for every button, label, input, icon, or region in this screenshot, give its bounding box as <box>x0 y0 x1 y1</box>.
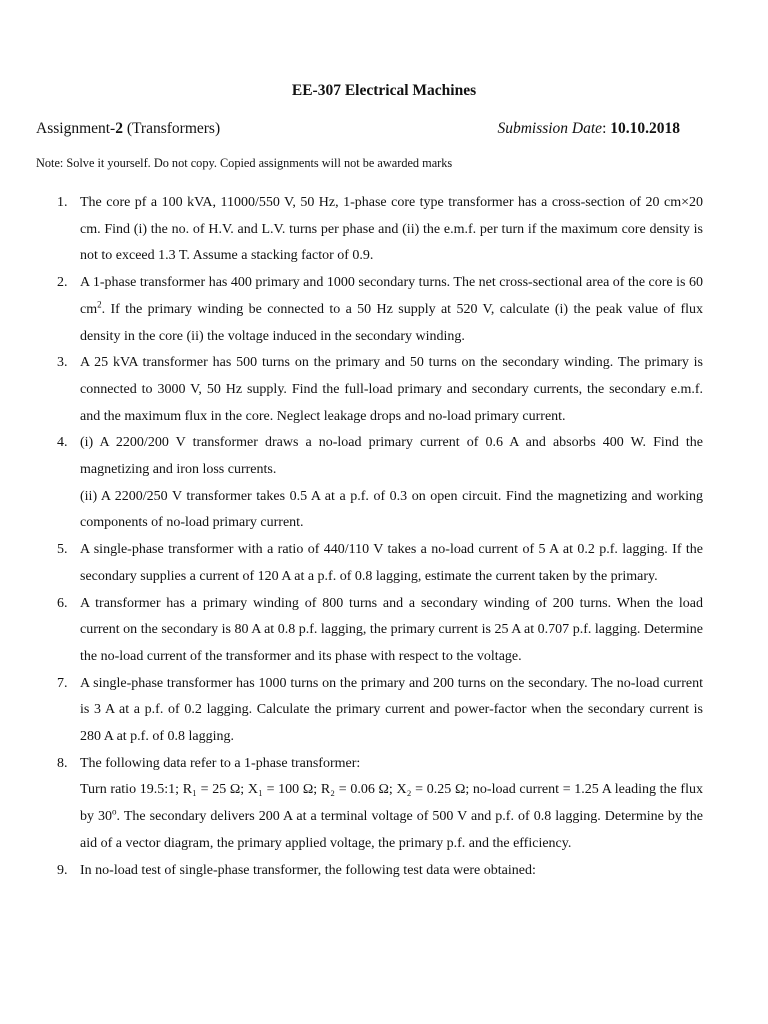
question-subpart: (i) A 2200/200 V transformer draws a no-load primary current of 0.6 A and absorbs 400 W. Find the magnetizing and iron loss currents. <box>80 435 703 478</box>
question-item <box>0 430 768 537</box>
question-number: 7. <box>57 675 68 691</box>
question-text-part: . If the primary winding be connected to a 50 Hz supply at 520 V, calculate (i) the peak value of flux density in the core (ii) the voltage induced in the secondary winding. <box>80 301 703 344</box>
page-title: EE-307 Electrical Machines <box>291 82 477 99</box>
assignment-number: 2 <box>115 120 123 137</box>
question-item <box>0 858 768 885</box>
question-item <box>0 751 768 858</box>
question-subpart: The following data refer to a 1-phase transformer: <box>80 755 361 771</box>
question-number: 8. <box>57 755 68 771</box>
question-item <box>0 190 768 270</box>
question-item <box>0 671 768 751</box>
question-number: 1. <box>57 195 68 210</box>
submission-colon: : <box>602 120 611 137</box>
question-text <box>80 430 703 537</box>
submission-date: 10.10.2018 <box>610 120 680 137</box>
question-item <box>0 591 768 671</box>
instructions-note: Note: Solve it yourself. Do not copy. Copied assignments will not be awarded marks <box>36 156 453 170</box>
question-text: A 25 kVA transformer has 500 turns on the primary and 50 turns on the secondary winding. The primary is connected to 3000 V, 50 Hz supply. Find the full-load primary and secondary currents, the secondary e.m.f. and the maximum flux in the core. Neglect leakage drops and no-load primary current. <box>80 355 703 424</box>
superscript: 2 <box>97 299 102 310</box>
question-number: 9. <box>57 862 68 878</box>
question-subpart <box>80 777 703 857</box>
question-text: In no-load test of single-phase transformer, the following test data were obtained: <box>80 862 536 878</box>
question-item <box>0 350 768 430</box>
question-number: 3. <box>57 355 68 371</box>
assignment-label <box>36 120 220 138</box>
question-text-part: . The secondary delivers 200 A at a terminal voltage of 500 V and p.f. of 0.8 lagging. Determine by the aid of a vector diagram, the primary applied voltage, the primary p.f. and the efficiency. <box>80 809 704 851</box>
question-text: A single-phase transformer with a ratio of 440/110 V takes a no-load current of 5 A at 0.2 p.f. lagging. If the secondary supplies a current of 120 A at a p.f. of 0.8 lagging, estimate the current taken by the primary. <box>80 542 703 584</box>
question-text <box>80 751 703 858</box>
assignment-topic: (Transformers) <box>122 120 221 137</box>
question-text: The core pf a 100 kVA, 11000/550 V, 50 Hz, 1-phase core type transformer has a cross-section of 20 cm×20 cm. Find (i) the no. of H.V. and L.V. turns per phase and (ii) the e.m.f. per turn if the maximum core density is not to exceed 1.3 T. Assume a stacking factor of 0.9. <box>80 195 703 264</box>
submission-label: Submission Date <box>497 120 603 137</box>
question-text-part: A 1-phase transformer has 400 primary and 1000 secondary turns. The net cross-sectional area of the core is 60 cm <box>80 275 703 317</box>
question-subpart: (ii) A 2200/250 V transformer takes 0.5 A at a p.f. of 0.3 on open circuit. Find the magnetizing and working components of no-load primary current. <box>80 488 703 531</box>
question-number: 4. <box>57 435 68 451</box>
question-list <box>0 190 768 884</box>
question-text: A transformer has a primary winding of 800 turns and a secondary winding of 200 turns. When the load current on the secondary is 80 A at 0.8 p.f. lagging, the primary current is 25 A at 0.707 p.f. lagging. Determine the no-load current of the transformer and its phase with respect to the voltage. <box>80 595 703 664</box>
submission-date-block <box>497 120 680 138</box>
question-number: 6. <box>57 595 68 611</box>
question-number: 2. <box>57 275 68 291</box>
assignment-header <box>36 120 680 138</box>
question-item <box>0 270 768 350</box>
assignment-prefix: Assignment- <box>36 120 116 137</box>
question-item <box>0 537 768 590</box>
question-number: 5. <box>57 542 68 558</box>
question-text <box>80 270 703 350</box>
question-text-part: Turn ratio 19.5:1; R₁ = 25 Ω; X₁ = 100 Ω; R₂ = 0.06 Ω; X₂ = 0.25 Ω; no-load current = 1.25 A leading the flux by 30 <box>80 782 703 825</box>
superscript: o <box>112 806 117 817</box>
question-text: A single-phase transformer has 1000 turns on the primary and 200 turns on the secondary. The no-load current is 3 A at a p.f. of 0.2 lagging. Calculate the primary current and power-factor when the secondary current is 280 A at p.f. of 0.8 lagging. <box>80 675 703 745</box>
